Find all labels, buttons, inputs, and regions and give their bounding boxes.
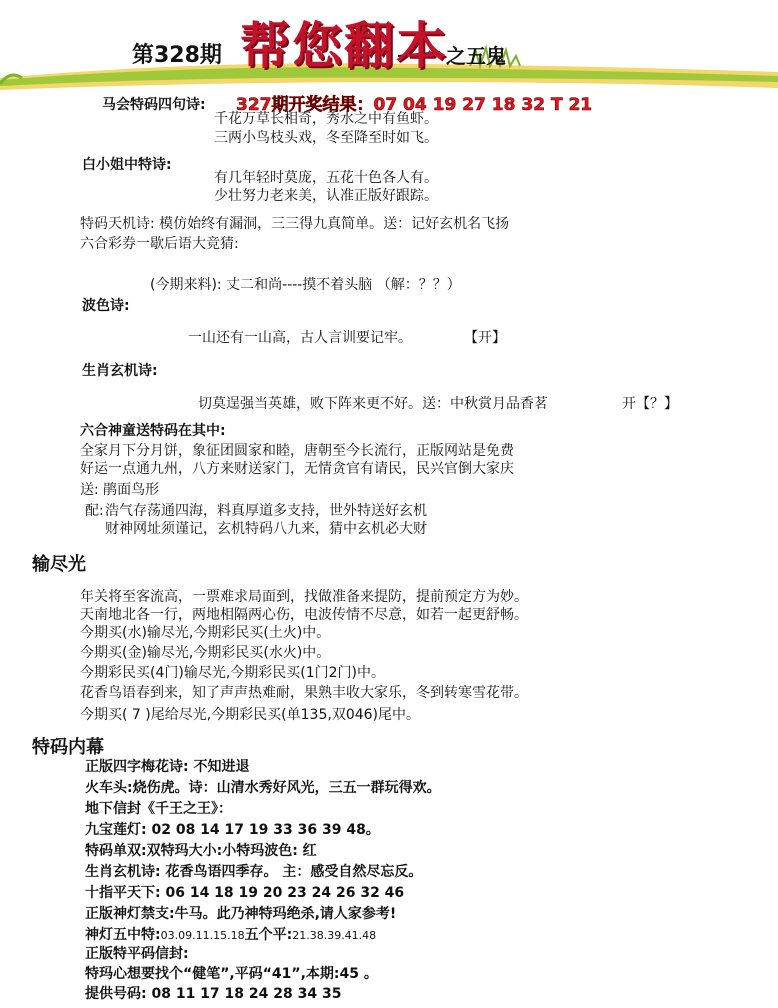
five-flat-numbers: 21.38.39.41.48 xyxy=(292,929,377,942)
brand-title: 帮您翻本 xyxy=(240,16,448,75)
shen-pei-label: 配: xyxy=(85,503,104,519)
inside-line-4: 九宝莲灯: 02 08 14 17 19 33 36 39 48。 xyxy=(85,822,380,838)
draw-result: 327期开奖结果：07 04 19 27 18 32 T 21 xyxy=(236,95,593,115)
lose-line-6: 花香鸟语春到来，知了声声热难耐，果熟丰收大家乐，冬到转寒雪花带。 xyxy=(80,685,528,701)
shen-song: 送: 鹃面鸟形 xyxy=(80,482,160,498)
lose-line-3: 今期买(水)输尽光,今期彩民买(土火)中。 xyxy=(80,625,331,641)
inside-line-5: 特码单双:双特玛大小:小特玛波色: 红 xyxy=(85,843,317,859)
lose-line-7: 今期买( 7 )尾给尽光,今期彩民买(单135,双046)尾中。 xyxy=(80,707,420,723)
lose-heading: 输尽光 xyxy=(32,554,86,575)
poem4-label: 马会特码四句诗: xyxy=(102,97,206,113)
riddle-guess: (今期来料): 丈二和尚----摸不着头脑 （解：？？） xyxy=(150,277,461,293)
lottery-riddle-label: 六合彩券一歇后语大竞猜: xyxy=(80,236,239,252)
miss-poem-line-1: 有几年轻时莫庞，五花十色各人有。 xyxy=(214,170,438,186)
poem4-line-2: 三两小鸟枝头戏，冬至降至时如飞。 xyxy=(214,130,438,146)
poem4-line-1: 千花万草长相奇，秀水之中有鱼虾。 xyxy=(214,111,438,127)
lose-line-4: 今期买(金)输尽光,今期彩民买(水火)中。 xyxy=(80,645,331,661)
lose-line-2: 天南地北各一行，两地相隔两心伤，电波传情不尽意，如若一起更舒畅。 xyxy=(80,607,528,623)
lamp-five-label: 神灯五中特: xyxy=(85,927,161,943)
inside-line-12: 提供号码: 08 11 17 18 24 28 34 35 xyxy=(85,986,342,1002)
inside-line-1: 正版四字梅花诗: 不知进退 xyxy=(85,759,250,775)
lose-line-5: 今期彩民买(4门)输尽光,今期彩民买(1门2门)中。 xyxy=(80,665,386,681)
inside-line-6: 生肖玄机诗: 花香鸟语四季存。 主：感受自然尽忘反。 xyxy=(85,864,423,880)
five-flat-label: 五个平: xyxy=(244,927,293,943)
shen-line-1: 全家月下分月饼，象征团圆家和睦，唐朝至今长流行，正版网站是免费 xyxy=(80,443,514,459)
lamp-five-numbers: 03.09.11.15.18 xyxy=(160,929,245,942)
bose-poem-tag: 【开】 xyxy=(464,330,506,346)
inside-line-10: 正版特平码信封: xyxy=(85,946,189,962)
tianji-poem: 特码天机诗: 模仿始终有漏洞，三三得九真简单。送：记好玄机名飞扬 xyxy=(80,216,510,232)
shen-pei-line-1: 浩气存荡通四海，料真厚道多支持，世外特送好玄机 xyxy=(105,503,427,519)
issue-number: 第328期 xyxy=(132,43,222,68)
shen-pei-line-2: 财神网址须谨记，玄机特码八九来，猜中玄机必大财 xyxy=(105,521,427,537)
inside-line-7: 十指平天下: 06 14 18 19 20 23 24 26 32 46 xyxy=(85,885,405,901)
brand-subtitle: 之五鬼 xyxy=(446,44,506,68)
inside-line-2: 火车头:烧伤虎。诗：山清水秀好风光，三五一群玩得欢。 xyxy=(85,780,441,796)
inside-line-11: 特玛心想要找个“健笔”,平码“41”,本期:45 。 xyxy=(85,966,378,982)
zodiac-poem-line: 切莫逞强当英雄，败下阵来更不好。送：中秋赏月品香茗 xyxy=(198,396,548,412)
inside-line-3: 地下信封《千王之王》： xyxy=(85,801,232,817)
shen-label: 六合神童送特码在其中: xyxy=(80,423,226,439)
zodiac-poem-tag: 开【？】 xyxy=(622,396,678,412)
zodiac-poem-label: 生肖玄机诗: xyxy=(82,363,158,379)
bose-poem-line: 一山还有一山高，古人言训要记牢。 xyxy=(188,330,412,346)
inside-line-9 xyxy=(85,926,376,945)
inside-heading: 特码内幕 xyxy=(32,737,104,758)
shen-line-2: 好运一点通九州，八方来财送家门，无情贪官有请民，民兴官倒大家庆 xyxy=(80,461,514,477)
miss-poem-label: 白小姐中特诗: xyxy=(82,157,172,173)
miss-poem-line-2: 少壮努力老来美，认准正版好跟踪。 xyxy=(214,188,438,204)
inside-line-8: 正版神灯禁支:牛马。此乃神特玛绝杀,请人家参考! xyxy=(85,906,397,922)
bose-poem-label: 波色诗: xyxy=(82,298,130,314)
lose-line-1: 年关将至客流高，一票难求局面到，找做准备来提防，提前预定方为妙。 xyxy=(80,589,528,605)
